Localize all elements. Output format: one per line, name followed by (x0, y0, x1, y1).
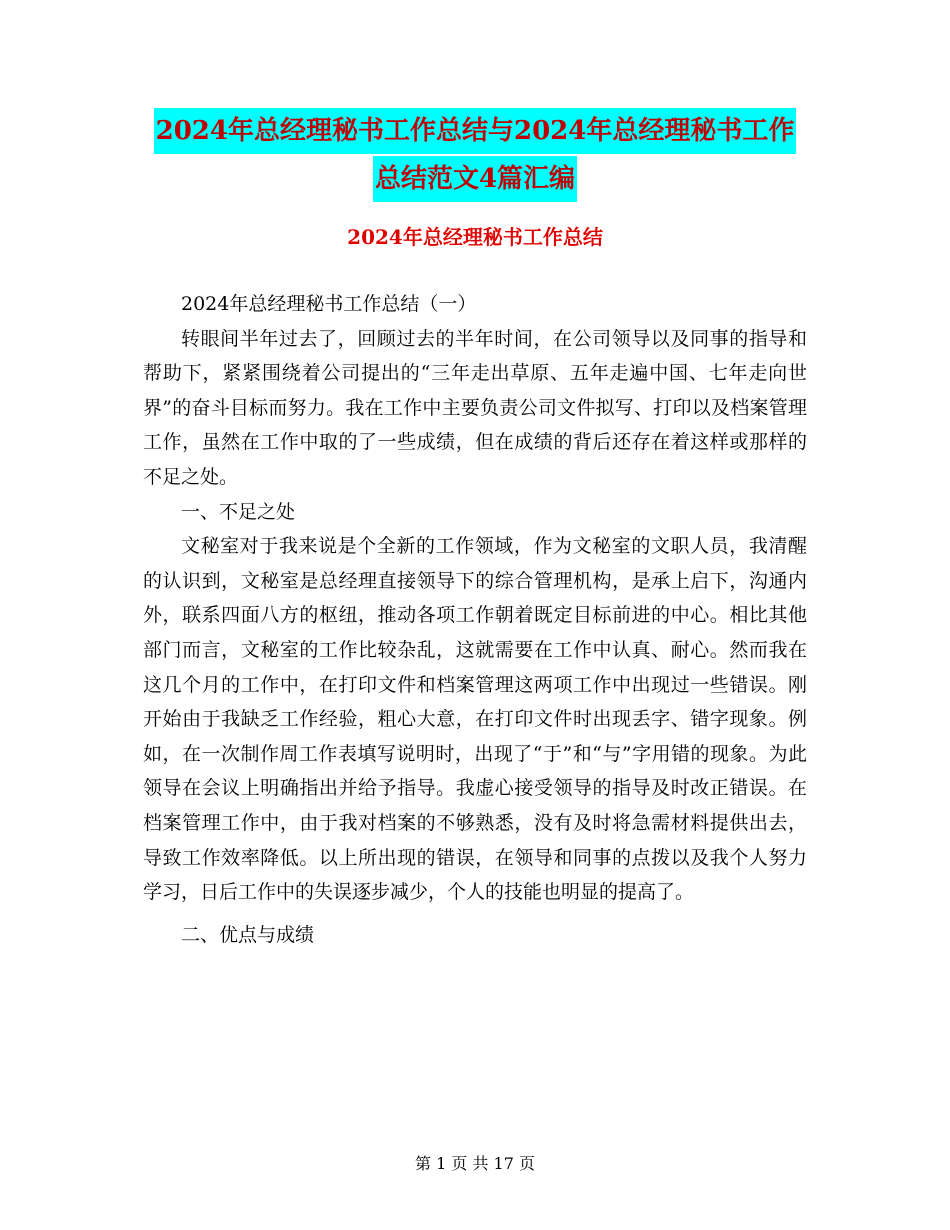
title-line-1: 2024年总经理秘书工作总结与2024年总经理秘书工作 (154, 108, 797, 154)
page-footer: 第 1 页 共 17 页 (415, 1154, 535, 1173)
section-title: 2024年总经理秘书工作总结 (347, 225, 603, 249)
heading-shortcomings: 一、不足之处 (181, 500, 296, 523)
document-body (143, 287, 807, 952)
title-line-2: 总结范文4篇汇编 (373, 156, 577, 202)
document-title (0, 108, 950, 204)
paragraph-2: 文秘室对于我来说是个全新的工作领域，作为文秘室的文职人员，我清醒的认识到，文秘室是总经理直接领导下的综合管理机构，是承上启下，沟通内外，联系四面八方的枢纽，推动各项工作朝着既定目标前进的中心。相比其他部门而言，文秘室的工作比较杂乱，这就需要在工作中认真、耐心。然而我在这几个月的工作中，在打印文件和档案管理这两项工作中出现过一些错误。刚开始由于我缺乏工作经验，粗心大意，在打印文件时出现丢字、错字现象。例如，在一次制作周工作表填写说明时，出现了“于”和“与”字用错的现象。为此领导在会议上明确指出并给予指导。我虚心接受领导的指导及时改正错误。在档案管理工作中，由于我对档案的不够熟悉，没有及时将急需材料提供出去，导致工作效率降低。以上所出现的错误，在领导和同事的点拨以及我个人努力学习，日后工作中的失误逐步减少，个人的技能也明显的提高了。 (143, 535, 807, 904)
heading-strengths: 二、优点与成绩 (181, 923, 315, 946)
paragraph-1: 转眼间半年过去了，回顾过去的半年时间，在公司领导以及同事的指导和帮助下，紧紧围绕着公司提出的“三年走出草原、五年走遍中国、七年走向世界”的奋斗目标而努力。我在工作中主要负责公司文件拟写、打印以及档案管理工作，虽然在工作中取的了一些成绩，但在成绩的背后还存在着这样或那样的不足之处。 (143, 327, 807, 488)
subtitle: 2024年总经理秘书工作总结（一） (181, 293, 477, 315)
